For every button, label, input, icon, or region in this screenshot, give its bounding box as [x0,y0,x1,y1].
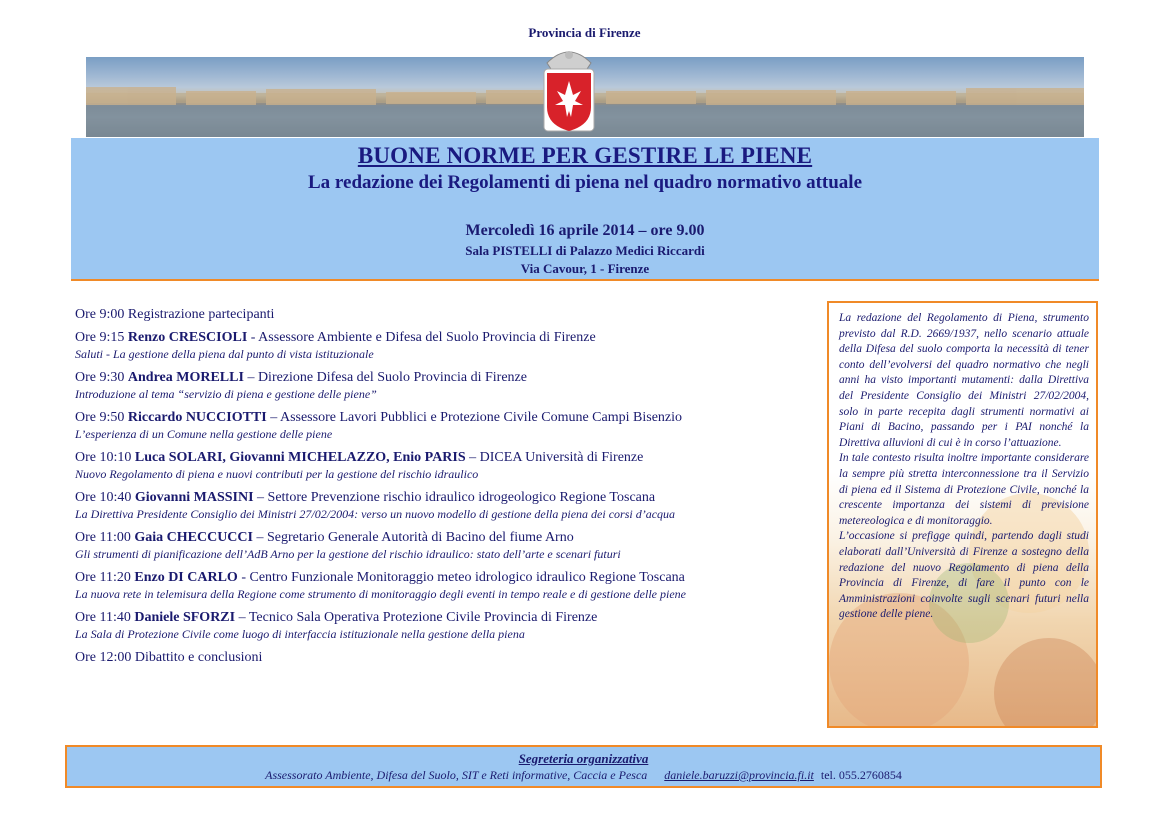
program-time: Ore 10:40 [75,490,132,505]
program-speaker: Andrea MORELLI [127,370,244,385]
program-item [75,329,815,363]
program-item [75,569,815,603]
program-description: La Direttiva Presidente Consiglio dei Ministri 27/02/2004: verso un nuovo modello di gestione della piena dei corsi d’acqua [75,507,676,521]
program-description: Introduzione al tema “servizio di piena e gestione delle piene” [75,387,377,401]
program-speaker: Enzo DI CARLO [134,570,238,585]
program-time: Ore 9:00 [75,307,125,322]
program-role: – Assessore Lavori Pubblici e Protezione Civile Comune Campi Bisenzio [266,410,683,425]
event-address: Via Cavour, 1 - Firenze [520,261,650,276]
program-time: Ore 11:00 [75,530,131,545]
program-time: Ore 9:15 [75,330,125,345]
footer-contacts [67,768,1100,783]
program-role: Dibattito e conclusioni [131,650,263,665]
program-item [75,449,815,483]
program-description: La Sala di Protezione Civile come luogo di interfaccia istituzionale nella gestione della piena [75,627,525,641]
abstract-paragraph: In tale contesto risulta inoltre importante considerare la sempre più stretta interconnessione tra il Servizio di piena ed il Sistema di Protezione Civile, nonché la crescente importanza dei sistemi di previsione metereologica e di monitoraggio. [839,452,1089,527]
abstract-paragraph: L’occasione si prefigge quindi, partendo dagli studi elaborati dall’Università di Firenze a sostegno della redazione del nuovo Regolamento di piena della Provincia di Firenze, di fare il punto con le Amministrazioni coinvolte sugli scenari futuri nella gestione delle piene. [839,530,1089,621]
program-time: Ore 9:50 [75,410,125,425]
program-time: Ore 12:00 [75,650,132,665]
program-item [75,306,815,323]
abstract-paragraph: La redazione del Regolamento di Piena, strumento previsto dal R.D. 2669/1937, nello scenario attuale della Difesa del suolo comporta la necessità di tener conto dell’evolversi del quadro normativo che negli anni ha visto importanti mutamenti: dalla Direttiva del Presidente Consiglio dei Ministri 27/02/2004, solo in parte recepita dagli strumenti normativi ai Piani di Bacino, passando per i PAI nonché la Direttiva alluvioni di cui è in corso l’attuazione. [839,312,1089,449]
program-time: Ore 9:30 [75,370,125,385]
program-description: L’esperienza di un Comune nella gestione delle piene [75,427,333,441]
program-item [75,649,815,666]
program-description: La nuova rete in telemisura della Regione come strumento di monitoraggio degli eventi in tempo reale e di gestione delle piene [75,587,686,601]
program-speaker: Daniele SFORZI [134,610,236,625]
program-role: – Tecnico Sala Operativa Protezione Civile Provincia di Firenze [235,610,598,625]
organization-header: Provincia di Firenze [528,25,641,40]
program-time: Ore 11:40 [75,610,131,625]
program-speaker: Gaia CHECCUCCI [134,530,253,545]
event-venue: Sala PISTELLI di Palazzo Medici Riccardi [465,243,705,258]
program-role: – DICEA Università di Firenze [465,450,644,465]
abstract-box [827,301,1098,728]
program-speaker: Renzo CRESCIOLI [127,330,248,345]
program-time: Ore 10:10 [75,450,132,465]
footer-phone: tel. 055.2760854 [820,768,902,782]
program-role: – Direzione Difesa del Suolo Provincia di Firenze [243,370,527,385]
crest-logo [537,45,601,135]
program-speaker: Giovanni MASSINI [134,490,254,505]
program-time: Ore 11:20 [75,570,131,585]
program-role: Registrazione partecipanti [124,307,275,322]
event-title: BUONE NORME PER GESTIRE LE PIENE [357,143,813,168]
abstract-text [839,311,1089,623]
program-list [75,306,815,672]
email-link[interactable]: daniele.baruzzi@provincia.fi.it [664,768,814,782]
program-item [75,409,815,443]
program-description: Gli strumenti di pianificazione dell’AdB Arno per la gestione del rischio idraulico: stato dell’arte e scenari futuri [75,547,621,561]
program-item [75,529,815,563]
program-role: - Assessore Ambiente e Difesa del Suolo Provincia di Firenze [247,330,596,345]
footer-title: Segreteria organizzativa [518,751,649,766]
program-speaker: Riccardo NUCCIOTTI [127,410,267,425]
footer-department: Assessorato Ambiente, Difesa del Suolo, SIT e Reti informative, Caccia e Pesca [265,768,648,782]
program-item [75,369,815,403]
title-panel [71,138,1099,281]
program-role: - Centro Funzionale Monitoraggio meteo idrologico idraulico Regione Toscana [237,570,685,585]
program-description: Nuovo Regolamento di piena e nuovi contributi per la gestione del rischio idraulico [75,467,479,481]
event-subtitle: La redazione dei Regolamenti di piena nel quadro normativo attuale [308,172,862,193]
organizing-office-footer [65,745,1102,788]
event-date: Mercoledì 16 aprile 2014 – ore 9.00 [465,222,705,239]
program-item [75,489,815,523]
program-description: Saluti - La gestione della piena dal punto di vista istituzionale [75,347,374,361]
program-item [75,609,815,643]
program-role: – Segretario Generale Autorità di Bacino del fiume Arno [252,530,574,545]
program-role: – Settore Prevenzione rischio idraulico idrogeologico Regione Toscana [253,490,656,505]
program-speaker: Luca SOLARI, Giovanni MICHELAZZO, Enio PARIS [134,450,466,465]
